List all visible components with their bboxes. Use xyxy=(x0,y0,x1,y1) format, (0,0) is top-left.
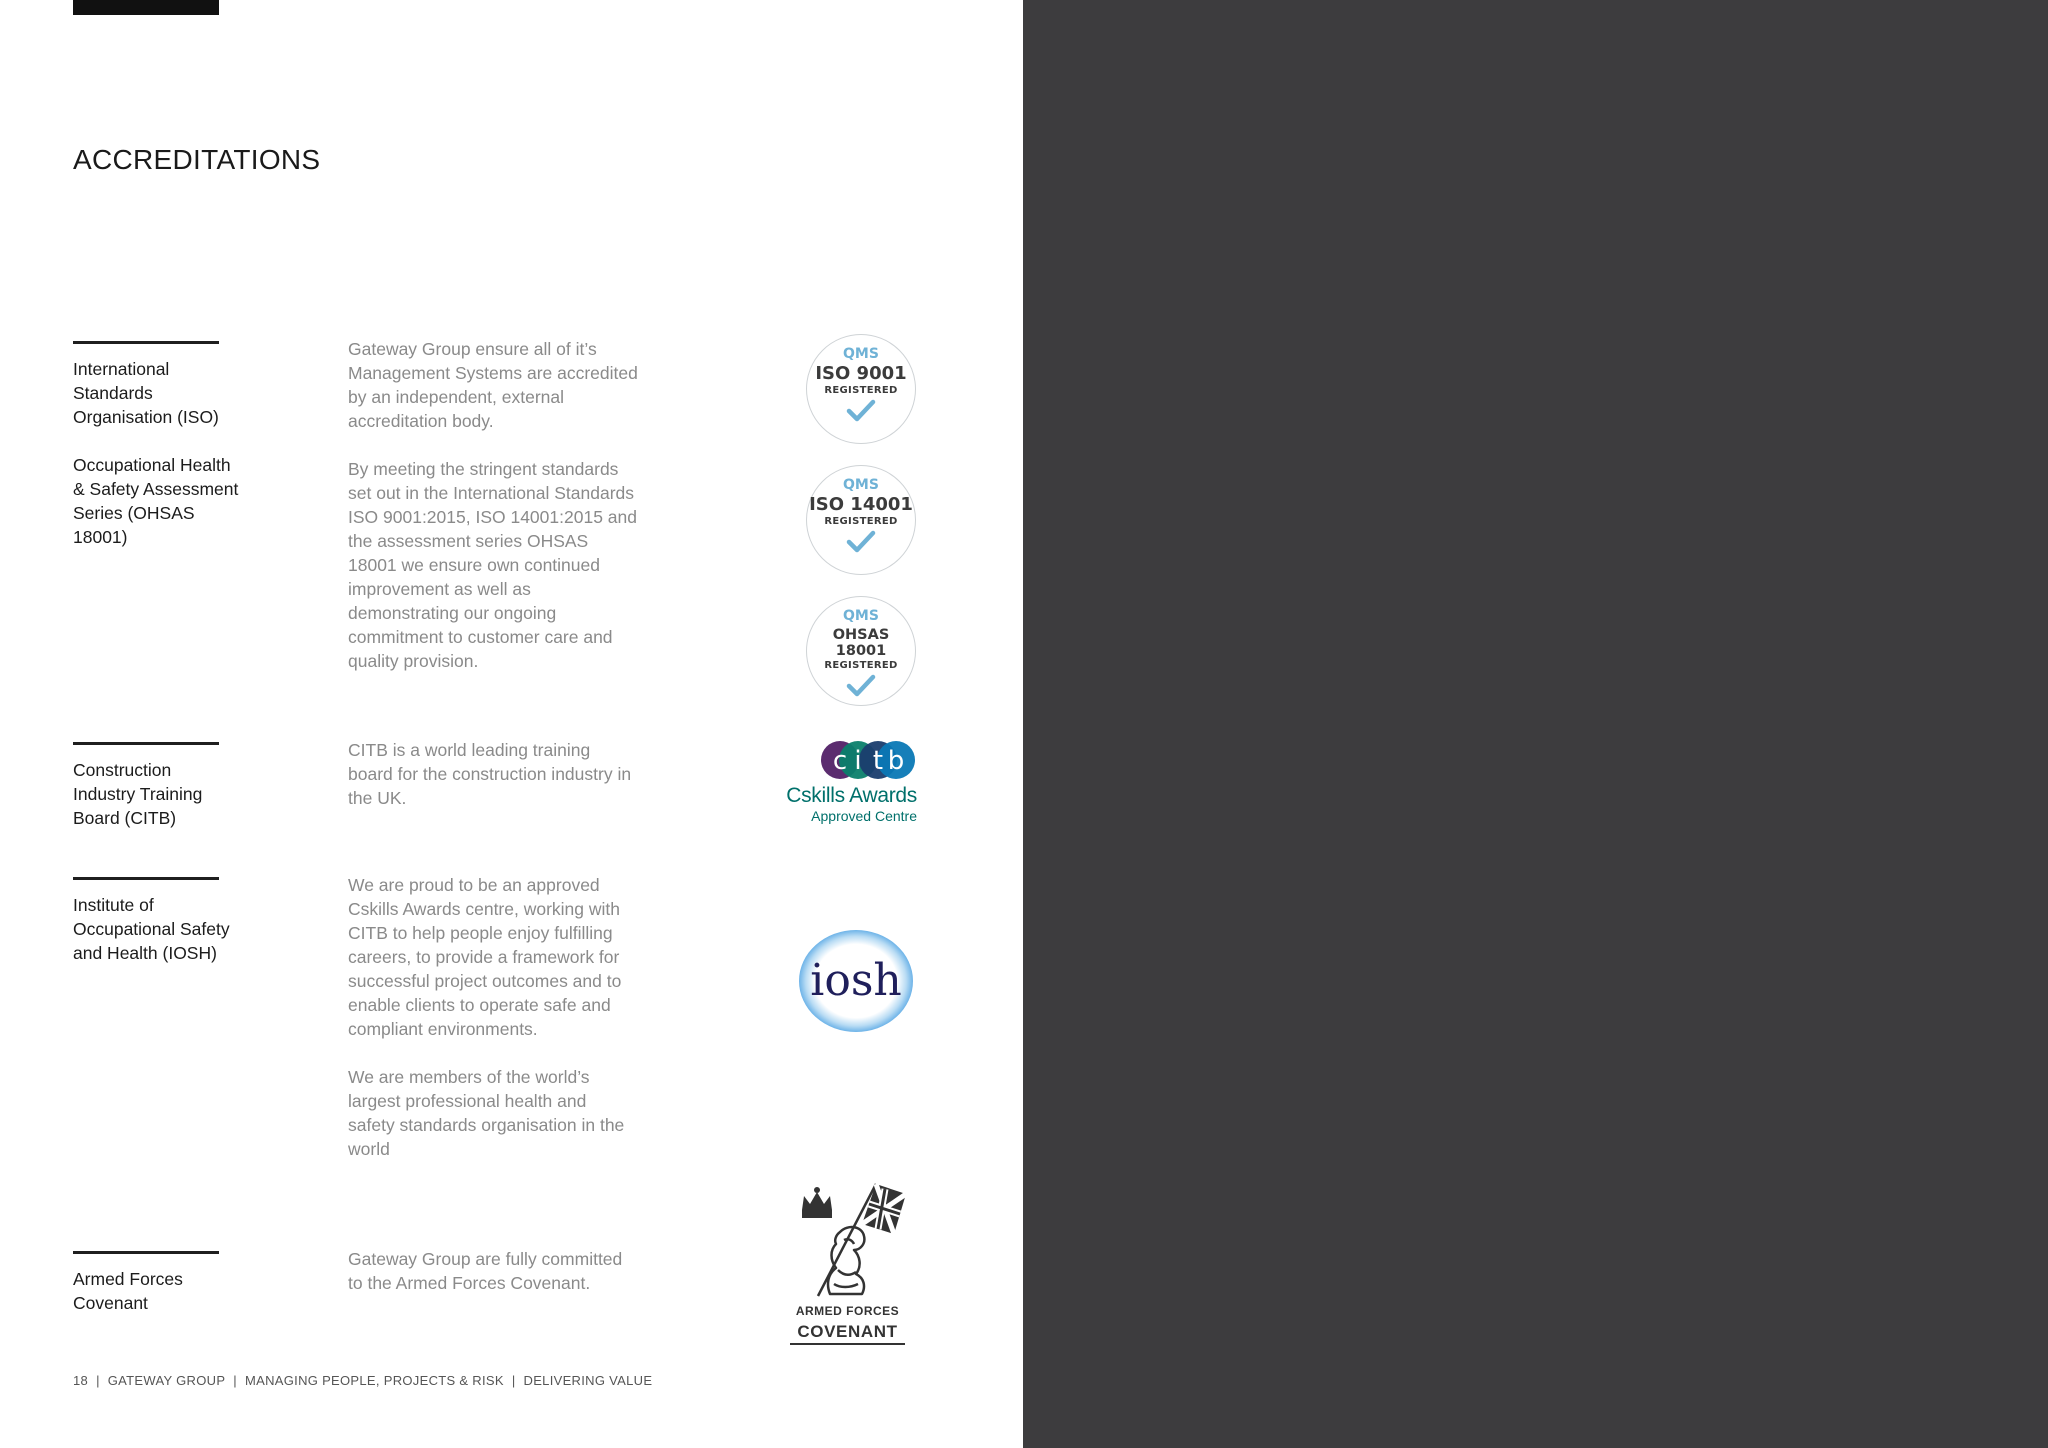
label-citb: Construction Industry Training Board (CITB) xyxy=(73,760,203,828)
iosh-text: iosh xyxy=(810,955,902,1006)
paragraph-iosh-1: We are proud to be an approved Cskills Awards centre, working with CITB to help people enjoy fulfilling careers, to provide a framework for successful project outcomes and to enable clients to operate safe and compliant environments. xyxy=(348,875,622,1039)
section-text-iosh xyxy=(348,873,633,1161)
footer-separator: | xyxy=(511,1373,516,1388)
paragraph-citb: CITB is a world leading training board for the construction industry in the UK. xyxy=(348,740,632,808)
section-text-armed xyxy=(348,1247,638,1295)
footer-company: GATEWAY GROUP xyxy=(107,1373,226,1388)
citb-letter: i xyxy=(854,746,862,776)
section-label-armed xyxy=(73,1267,233,1315)
citb-logo xyxy=(770,740,920,830)
top-accent-bar xyxy=(73,0,219,15)
paragraph-iso-2: By meeting the stringent standards set out in the International Standards ISO 9001:2015, ISO 14001:2015 and the assessment series OHSAS 18001 we ensure own continued improvement as well as demonstrating our ongoing commitment to customer care and quality provision. xyxy=(348,459,637,671)
citb-subtitle: Approved Centre xyxy=(811,808,917,824)
badge-standard: ISO 14001 xyxy=(809,494,913,515)
section-rule-armed xyxy=(73,1251,219,1254)
iosh-logo xyxy=(798,928,918,1034)
label-iso: International Standards Organisation (ISO) xyxy=(73,359,219,427)
citb-letter: t xyxy=(872,746,884,776)
armed-forces-text: ARMED FORCES xyxy=(795,1304,900,1318)
paragraph-iosh-2: We are members of the world’s largest professional health and safety standards organisation in the world xyxy=(348,1067,625,1159)
badge-status: REGISTERED xyxy=(824,385,898,396)
paragraph-iso-1: Gateway Group ensure all of it’s Management Systems are accredited by an independent, external accreditation body. xyxy=(348,339,638,431)
label-armed: Armed Forces Covenant xyxy=(73,1269,183,1313)
footer-separator: | xyxy=(96,1373,100,1388)
citb-letter: b xyxy=(887,746,905,776)
citb-circles-icon xyxy=(820,740,916,780)
ohsas-18001-badge xyxy=(806,596,916,706)
page-footer xyxy=(73,1373,652,1388)
footer-value: DELIVERING VALUE xyxy=(523,1373,653,1388)
footer-tagline: MANAGING PEOPLE, PROJECTS & RISK xyxy=(244,1373,504,1388)
qms-brand: QMS xyxy=(843,477,879,493)
citb-letter: c xyxy=(832,746,848,776)
armed-forces-logo xyxy=(790,1180,910,1350)
dark-facing-page xyxy=(1023,0,2048,1448)
section-label-citb xyxy=(73,758,233,830)
lion-flag-icon xyxy=(790,1180,910,1302)
label-iosh: Institute of Occupational Safety and Health (IOSH) xyxy=(73,895,230,963)
iso-9001-badge xyxy=(806,334,916,444)
page-title: ACCREDITATIONS xyxy=(73,144,321,175)
section-label-iso xyxy=(73,357,243,549)
section-rule-citb xyxy=(73,742,219,745)
paragraph-armed: Gateway Group are fully committed to the Armed Forces Covenant. xyxy=(348,1249,623,1293)
covenant-text: COVENANT xyxy=(790,1322,905,1345)
section-label-iosh xyxy=(73,893,233,965)
section-text-iso xyxy=(348,337,638,673)
qms-brand: QMS xyxy=(843,608,879,624)
iso-14001-badge xyxy=(806,465,916,575)
section-text-citb xyxy=(348,738,638,810)
badge-status: REGISTERED xyxy=(824,660,898,671)
document-page xyxy=(0,0,1023,1448)
qms-brand: QMS xyxy=(843,346,879,362)
section-rule-iso xyxy=(73,341,219,344)
section-rule-iosh xyxy=(73,877,219,880)
badge-standard: OHSAS 18001 xyxy=(832,627,890,659)
check-icon xyxy=(846,399,876,423)
label-ohsas: Occupational Health & Safety Assessment Series (OHSAS 18001) xyxy=(73,455,239,547)
check-icon xyxy=(846,674,876,698)
page-number: 18 xyxy=(73,1373,89,1388)
footer-separator: | xyxy=(233,1373,237,1388)
badge-standard: ISO 9001 xyxy=(815,363,907,384)
check-icon xyxy=(846,530,876,554)
badge-status: REGISTERED xyxy=(824,516,898,527)
iosh-ring-icon xyxy=(798,928,918,1034)
citb-name: Cskills Awards xyxy=(786,784,917,807)
